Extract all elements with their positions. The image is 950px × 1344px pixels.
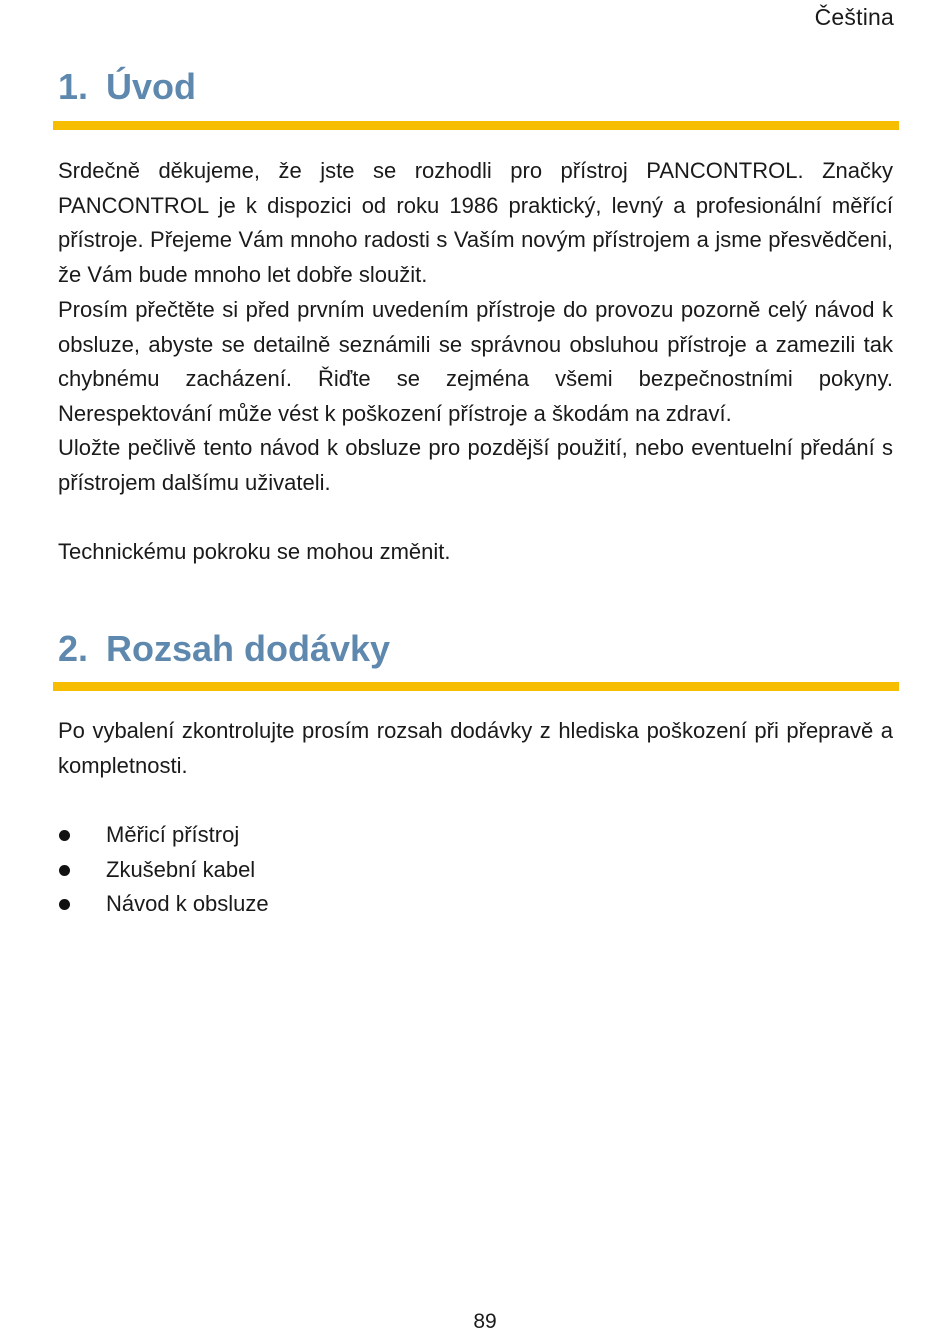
section-2-heading [58,628,390,670]
list-item [58,818,269,853]
delivery-items-list [58,818,269,922]
section-2-title: Rozsah dodávky [106,628,391,669]
language-label: Čeština [814,4,894,30]
intro-paragraph-1: Srdečně děkujeme, že jste se rozhodli pro přístroj PANCONTROL. Značky PANCONTROL je k dispozici od roku 1986 praktický, levný a profesionální měřící přístroje. Přejeme Vám mnoho radosti s Vaším novým přístrojem a jsme přesvědčeni, že Vám bude mnoho let dobře sloužit. [58,158,893,287]
list-item [58,853,269,888]
section-1-title: Úvod [106,66,196,107]
bullet-icon [58,818,106,852]
section-1-divider [53,121,899,130]
section-2-divider [53,682,899,691]
section-2-number: 2. [58,628,89,669]
bullet-icon [58,887,106,921]
bullet-icon [58,853,106,887]
list-item-label: Měřicí přístroj [106,822,240,847]
list-item-label: Zkušební kabel [106,856,256,882]
list-item [58,887,269,922]
intro-paragraph-2: Prosím přečtěte si před prvním uvedením přístroje do provozu pozorně celý návod k obsluze, abyste se detailně seznámili se správnou obsluhou přístroje a zamezili tak chybnému zacházení. Řiďte se zejména všemi bezpečnostními pokyny. Nerespektování může vést k poškození přístroje a škodám na zdraví. [58,297,893,426]
section-1-heading [58,66,196,108]
intro-paragraph-4: Technickému pokroku se mohou změnit. [58,539,451,564]
intro-paragraph-3: Uložte pečlivě tento návod k obsluze pro pozdější použití, nebo eventuelní předání s přístrojem dalšímu uživateli. [58,435,893,495]
section-1-number: 1. [58,66,89,107]
delivery-intro-paragraph: Po vybalení zkontrolujte prosím rozsah dodávky z hlediska poškození při přepravě a kompletnosti. [58,718,893,778]
list-item-label: Návod k obsluze [106,891,269,917]
page-number: 89 [473,1310,497,1333]
